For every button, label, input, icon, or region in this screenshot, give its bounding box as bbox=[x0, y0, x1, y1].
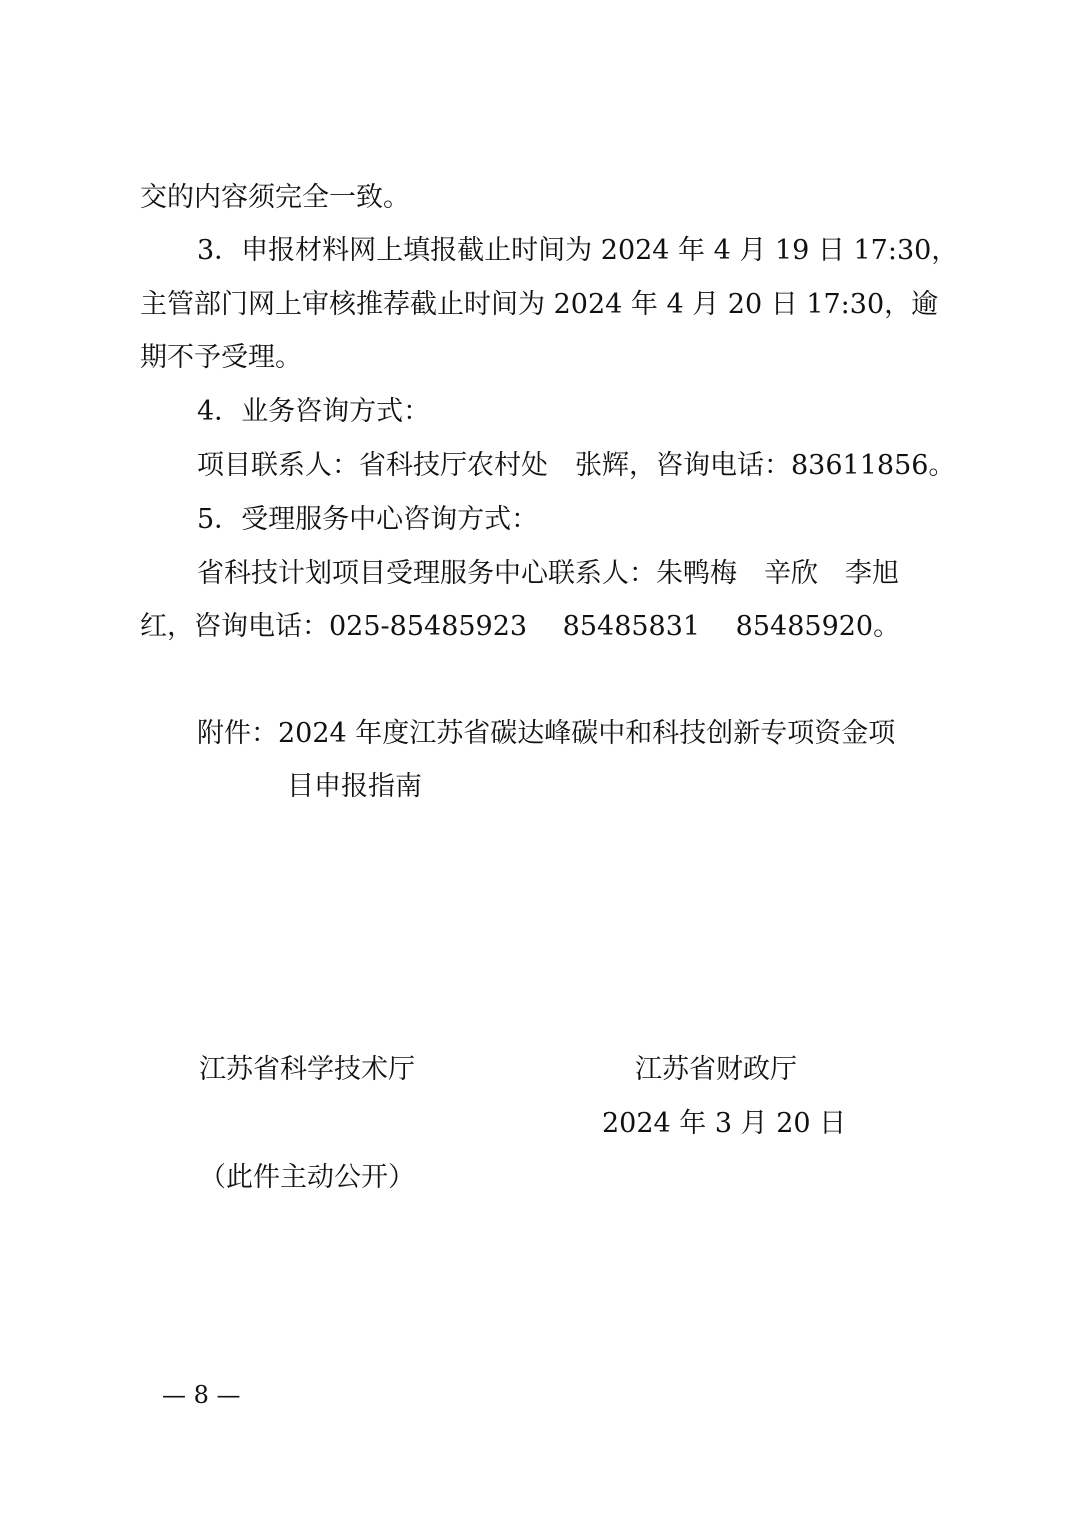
signature-date: 2024 年 3 月 20 日 bbox=[602, 1108, 847, 1139]
body-line-7: 5．受理服务中心咨询方式： bbox=[197, 504, 539, 535]
body-line-6: 项目联系人：省科技厅农村处 张辉，咨询电话：83611856。 bbox=[197, 450, 956, 481]
attachment-line-1: 附件：2024 年度江苏省碳达峰碳中和科技创新专项资金项 bbox=[197, 718, 896, 749]
body-line-9: 红，咨询电话：025-85485923 85485831 85485920。 bbox=[140, 611, 901, 642]
body-line-5: 4．业务咨询方式： bbox=[197, 396, 431, 427]
attachment-line-2: 目申报指南 bbox=[287, 771, 422, 802]
body-line-8: 省科技计划项目受理服务中心联系人：朱鸭梅 辛欣 李旭 bbox=[197, 558, 899, 589]
signature-org-right: 江苏省财政厅 bbox=[635, 1054, 797, 1085]
body-line-1: 交的内容须完全一致。 bbox=[140, 182, 410, 213]
body-line-2: 3．申报材料网上填报截止时间为 2024 年 4 月 19 日 17:30， bbox=[197, 235, 959, 266]
disclosure-note: （此件主动公开） bbox=[199, 1162, 415, 1193]
body-line-4: 期不予受理。 bbox=[140, 342, 302, 373]
body-line-3: 主管部门网上审核推荐截止时间为 2024 年 4 月 20 日 17:30，逾 bbox=[140, 289, 939, 320]
page-number: — 8 — bbox=[162, 1381, 241, 1409]
signature-org-left: 江苏省科学技术厅 bbox=[199, 1054, 415, 1085]
